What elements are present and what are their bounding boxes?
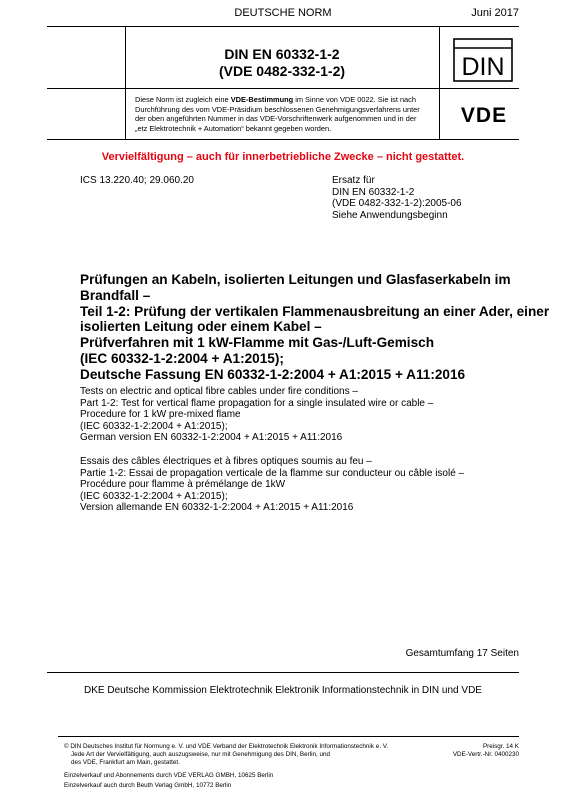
frame-divider-right — [439, 26, 440, 139]
dke-top-rule — [47, 672, 519, 673]
vde-order-number: VDE-Vertr.-Nr. 0400230 — [452, 751, 519, 758]
standard-din-number: DIN EN 60332-1-2 — [224, 46, 340, 62]
vde-logo-text: VDE — [460, 104, 508, 124]
footer-rule — [58, 736, 519, 737]
vde-notice: Diese Norm ist zugleich eine VDE-Bestimmung im Sinne von VDE 0022. Sie ist nach Durchführung des vom VDE-Präsidium beschlossenen Genehmigungsverfahrens unter der oben angeführten Nummer in das VDE-Vorschriftenwerk aufgenommen und in der „etz Elektrotechnik + Automation“ bekannt gegeben worden. — [135, 95, 420, 134]
ics-classification: ICS 13.220.40; 29.060.20 — [80, 175, 194, 186]
title-french: Essais des câbles électriques et à fibres optiques soumis au feu – Partie 1-2: Essai de propagation verticale de la flamme sur conducteur ou câble isolé – Procédure pour flamme à prémélange de 1kW (IEC 60332-1-2:2004 + A1:2015); Version allemande EN 60332-1-2:2004 + A1:2015 + A11:2016 — [80, 456, 465, 513]
title-box-rule — [47, 88, 519, 89]
price-info — [453, 743, 519, 759]
notice-box-rule — [47, 139, 519, 140]
reproduction-notice: Vervielfältigung – auch für innerbetriebliche Zwecke – nicht gestattet. — [101, 151, 465, 163]
header-rule — [47, 26, 519, 27]
din-logo — [453, 38, 513, 82]
frame-divider-left — [125, 26, 126, 139]
standard-number — [125, 46, 439, 80]
title-english: Tests on electric and optical fibre cables under fire conditions – Part 1-2: Test for vertical flame propagation for a single insulated wire or cable – Procedure for 1 kW pre-mixed flame (IEC 60332-1-2:2004 + A1:2015); German version EN 60332-1-2:2004 + A1:2015 + A11:2016 — [80, 386, 434, 443]
total-pages: Gesamtumfang 17 Seiten — [405, 648, 519, 659]
publication-date: Juni 2017 — [471, 7, 519, 19]
din-logo-text: DIN — [461, 53, 505, 81]
price-group: Preisgr. 14 K — [482, 743, 519, 750]
vde-logo — [452, 104, 516, 124]
standard-vde-number: (VDE 0482-332-1-2) — [218, 63, 346, 79]
document-type-label: DEUTSCHE NORM — [234, 7, 332, 19]
dke-committee: DKE Deutsche Kommission Elektrotechnik Elektronik Informationstechnik in DIN und VDE — [84, 685, 482, 696]
title-german: Prüfungen an Kabeln, isolierten Leitungen und Glasfaserkabeln im Brandfall – Teil 1-2: Prüfung der vertikalen Flammenausbreitung an einer Ader, einer isolierten Leitung oder einem Kabel – Prüfverfahren mit 1 kW-Flamme mit Gas-/Luft-Gemisch (IEC 60332-1-2:2004 + A1:2015); Deutsche Fassung EN 60332-1-2:2004 + A1:2015 + A11:2016 — [80, 272, 550, 382]
replaces-block: Ersatz für DIN EN 60332-1-2 (VDE 0482-332-1-2):2005-06 Siehe Anwendungsbeginn — [332, 175, 462, 221]
copyright-notice: © DIN Deutsches Institut für Normung e. V. und VDE Verband der Elektrotechnik Elektronik Informationstechnik e. V. Jede Art der Vervielfältigung, auch auszugsweise, nur mit Genehmigung des DIN, Berlin, und des VDE, Frankfurt am Main, gestattet. — [64, 743, 389, 766]
vde-bestimmung-term: VDE-Bestimmung — [230, 95, 294, 104]
sales-info: Einzelverkauf und Abonnements durch VDE VERLAG GMBH, 10625 Berlin Einzelverkauf auch durch Beuth Verlag GmbH, 10772 Berlin — [64, 772, 274, 789]
